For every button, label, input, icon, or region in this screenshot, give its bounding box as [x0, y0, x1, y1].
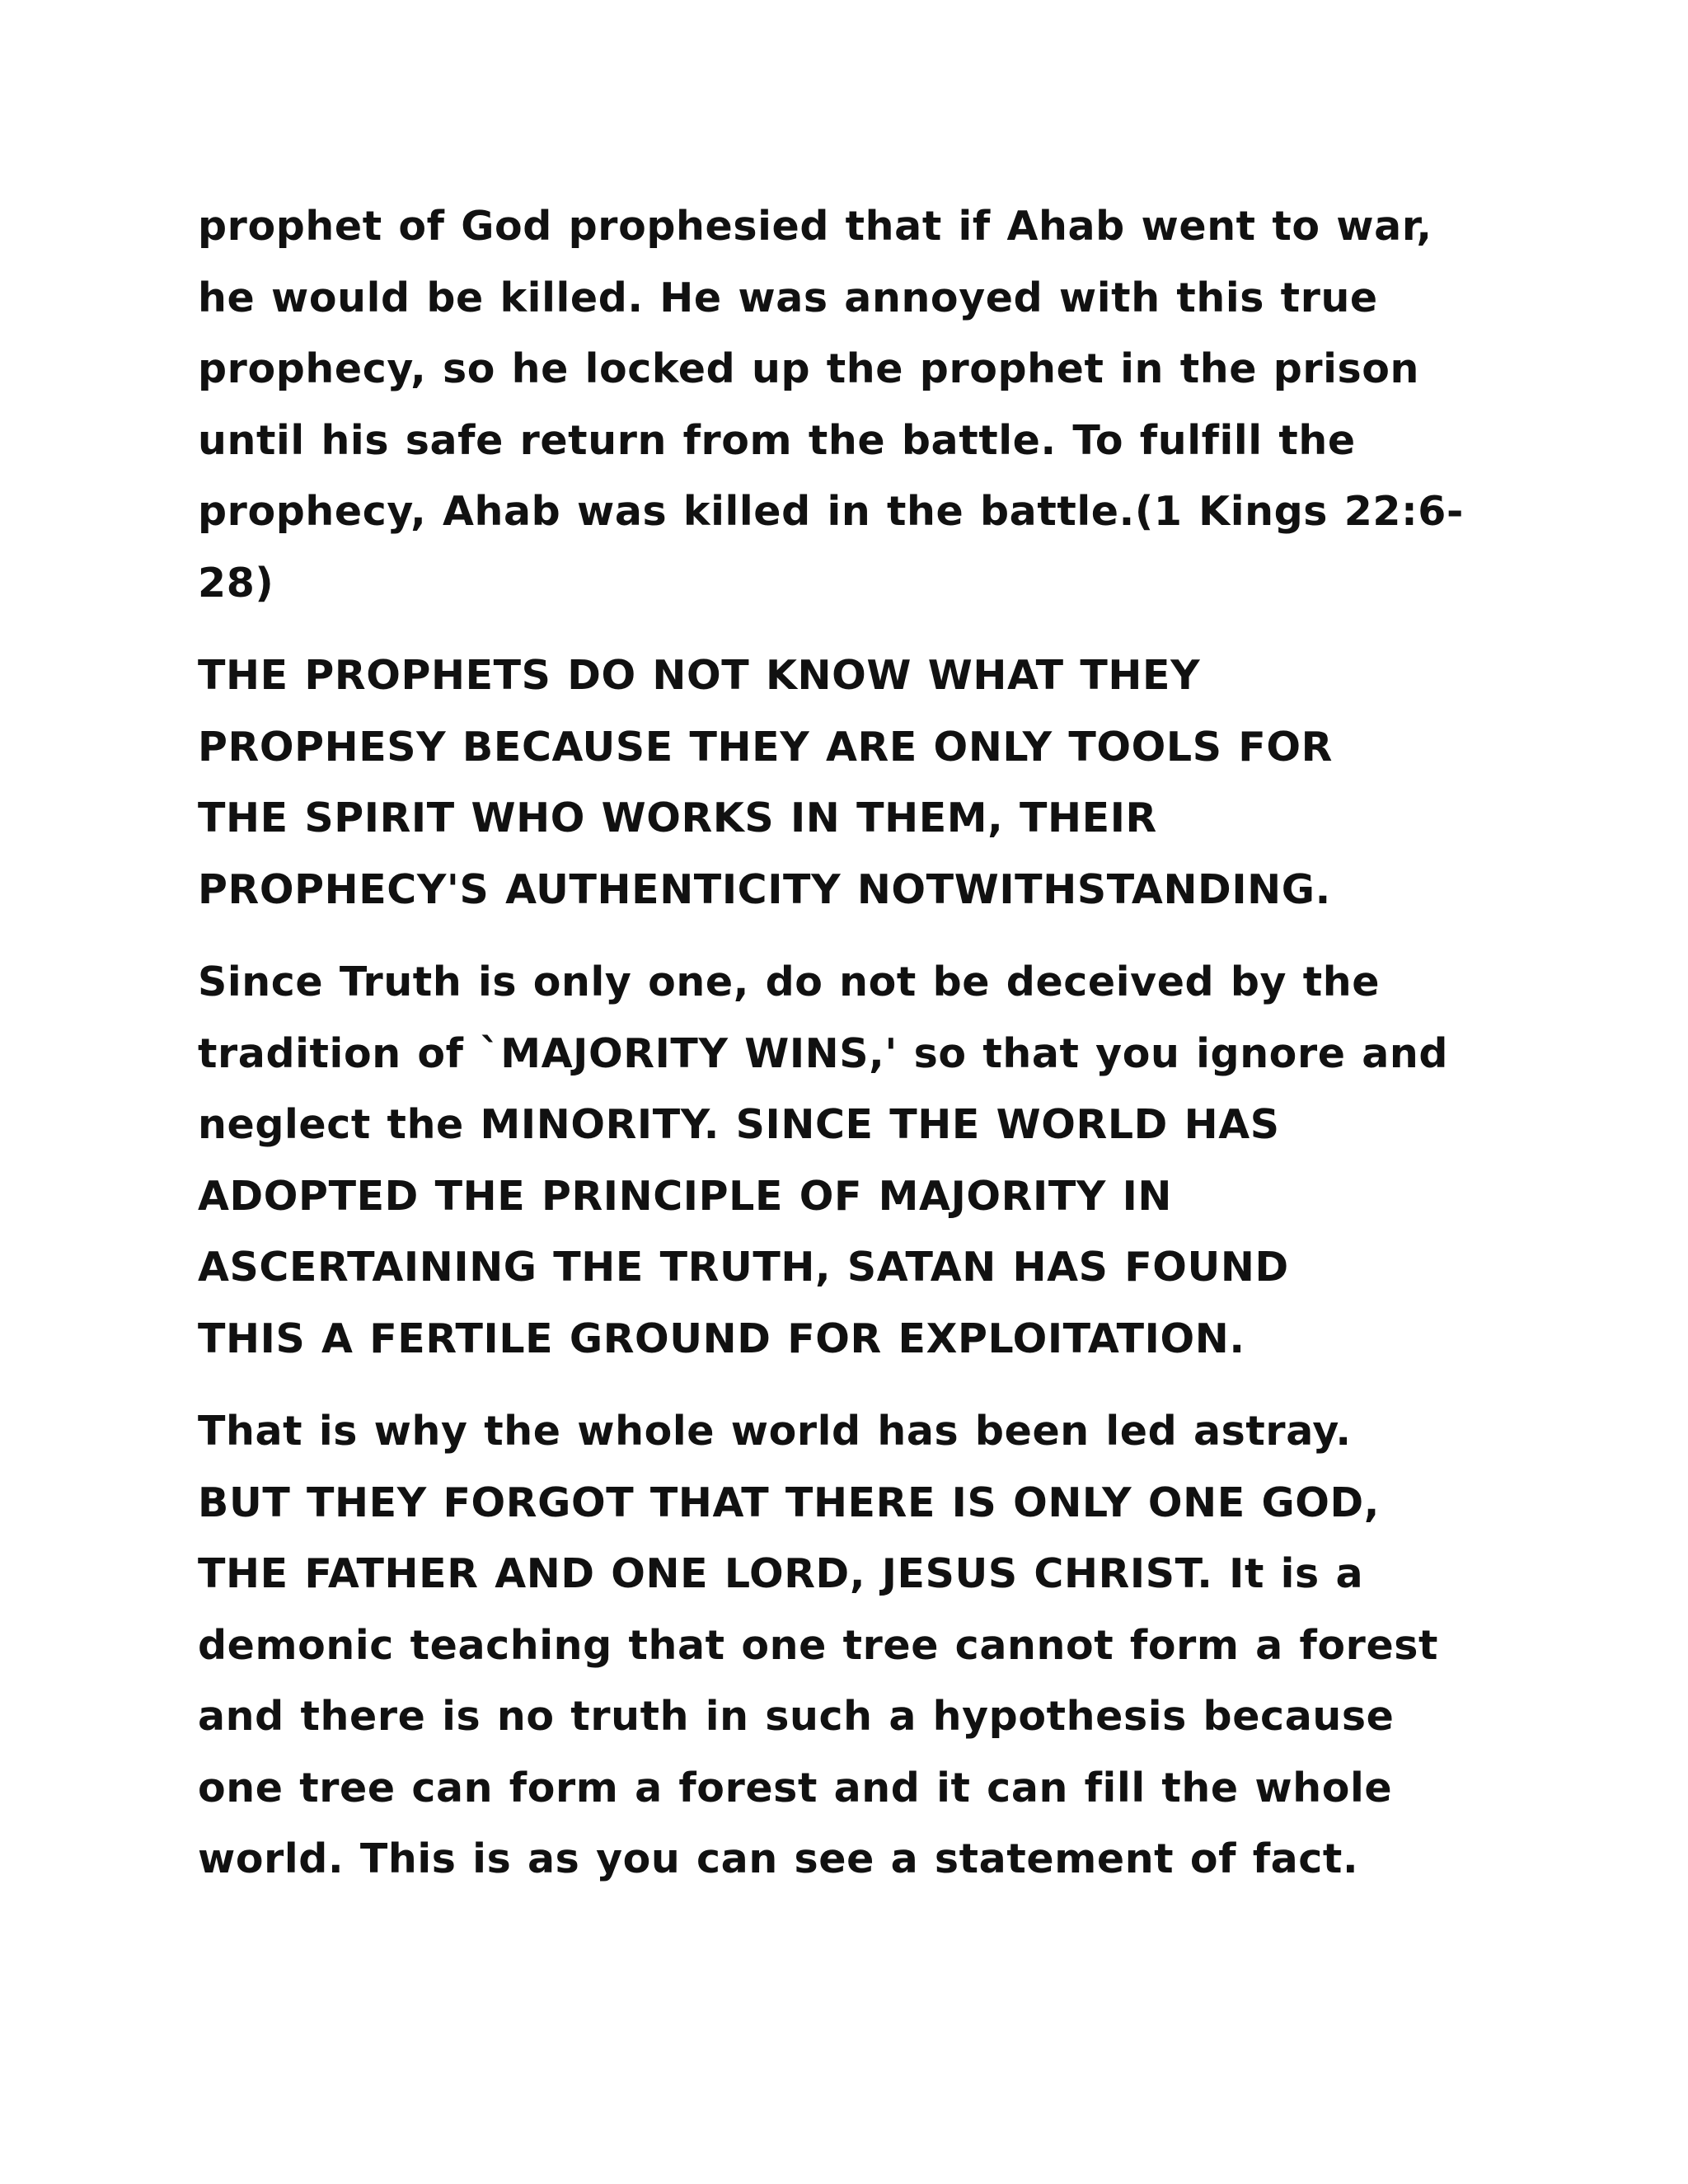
- text-line: THIS A FERTILE GROUND FOR EXPLOITATION.: [198, 1315, 1245, 1362]
- text-line: prophecy, Ahab was killed in the battle.(1 Kings 22:6-: [198, 488, 1464, 535]
- text-line: THE FATHER AND ONE LORD, JESUS CHRIST. It is a: [198, 1550, 1364, 1597]
- text-line: and there is no truth in such a hypothesis because: [198, 1693, 1395, 1740]
- paragraph-ahab-prophecy: [198, 191, 1517, 619]
- text-line: 28): [198, 559, 274, 607]
- paragraph-majority: [198, 947, 1517, 1375]
- text-line: demonic teaching that one tree cannot form a forest: [198, 1621, 1439, 1669]
- text-line: BUT THEY FORGOT THAT THERE IS ONLY ONE GOD,: [198, 1479, 1381, 1526]
- text-line: PROPHECY'S AUTHENTICITY NOTWITHSTANDING.: [198, 865, 1331, 913]
- text-line: Since Truth is only one, do not be deceived by the: [198, 958, 1381, 1005]
- text-line: THE PROPHETS DO NOT KNOW WHAT THEY: [198, 652, 1201, 699]
- text-line: one tree can form a forest and it can fill the whole: [198, 1764, 1393, 1811]
- document-body: [198, 191, 1517, 1917]
- paragraph-one-god: [198, 1396, 1517, 1896]
- text-line: PROPHESY BECAUSE THEY ARE ONLY TOOLS FOR: [198, 723, 1333, 771]
- text-line: THE SPIRIT WHO WORKS IN THEM, THEIR: [198, 794, 1157, 841]
- text-line: prophet of God prophesied that if Ahab went to war,: [198, 203, 1432, 250]
- paragraph-prophets-tools: [198, 640, 1517, 926]
- text-line: That is why the whole world has been led astray.: [198, 1408, 1352, 1455]
- text-line: world. This is as you can see a statement of fact.: [198, 1835, 1359, 1882]
- text-line: he would be killed. He was annoyed with this true: [198, 274, 1378, 321]
- text-line: tradition of `MAJORITY WINS,' so that you ignore and: [198, 1029, 1449, 1077]
- text-line: prophecy, so he locked up the prophet in the prison: [198, 345, 1420, 392]
- text-line: ASCERTAINING THE TRUTH, SATAN HAS FOUND: [198, 1244, 1289, 1291]
- text-line: neglect the MINORITY. SINCE THE WORLD HAS: [198, 1101, 1280, 1148]
- text-line: until his safe return from the battle. To fulfill the: [198, 416, 1356, 464]
- text-line: ADOPTED THE PRINCIPLE OF MAJORITY IN: [198, 1172, 1173, 1220]
